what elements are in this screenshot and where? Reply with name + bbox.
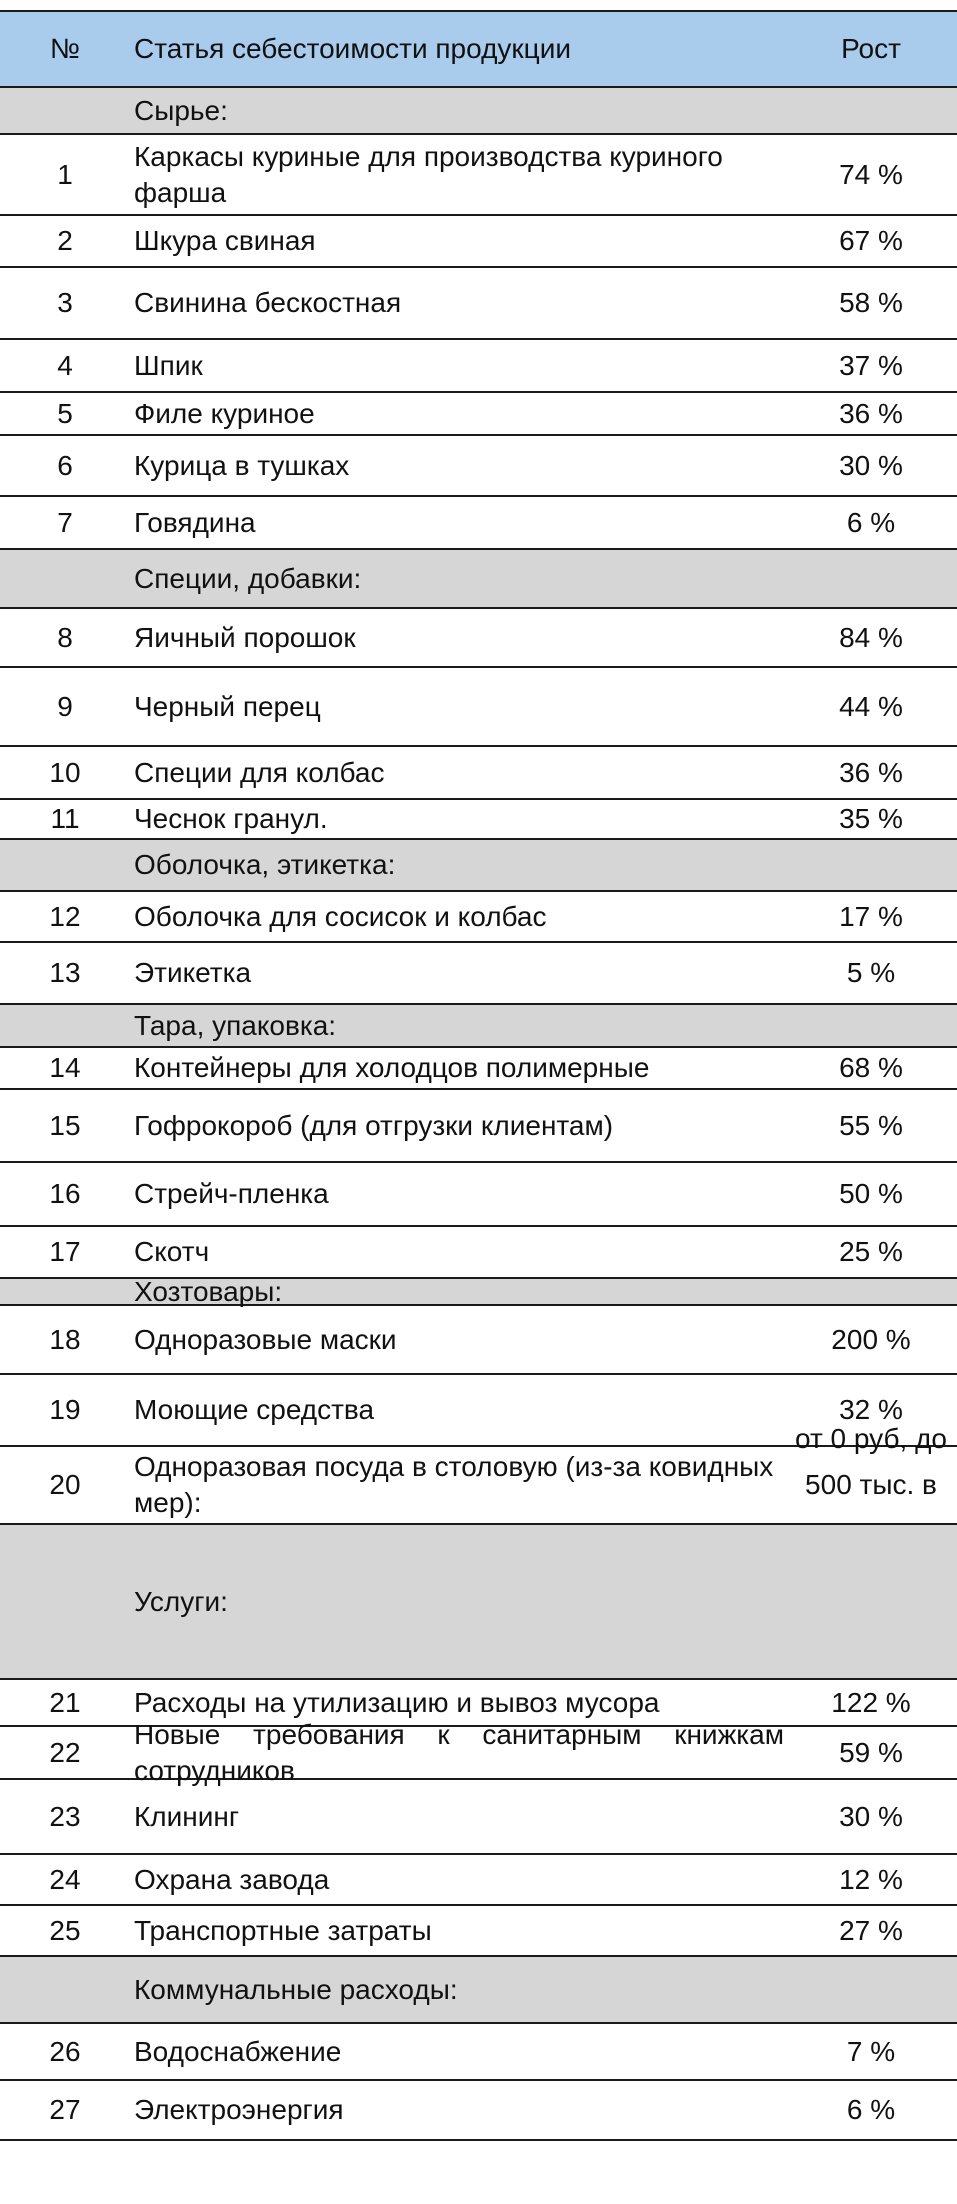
section-label: Услуги: [134, 1585, 228, 1617]
table-header [0, 10, 957, 88]
growth-value: 44 % [839, 690, 903, 722]
section-header [0, 550, 957, 609]
growth-value: 27 % [839, 1914, 903, 1946]
table-row [0, 340, 957, 393]
cost-item-text: Каркасы куриные для производства куриного фарша [134, 140, 723, 208]
row-number: 23 [49, 1800, 81, 1832]
cost-item-text: Гофрокороб (для отгрузки клиентам) [134, 1109, 614, 1141]
section-header [0, 1005, 957, 1048]
row-number: 3 [57, 287, 73, 318]
cost-item-text: Электроэнергия [134, 2094, 344, 2125]
growth-value: 55 % [839, 1109, 903, 1141]
table-row [0, 393, 957, 436]
growth-value: 17 % [839, 900, 903, 932]
cost-item-text: Шпик [134, 349, 203, 381]
growth-value: 58 % [839, 287, 903, 318]
cost-item-name [134, 1718, 784, 1786]
growth-value: 12 % [839, 1863, 903, 1895]
table-row [0, 2024, 957, 2081]
row-number: 14 [49, 1052, 81, 1083]
cost-item-name [134, 892, 784, 941]
growth-value: 67 % [839, 225, 903, 256]
table-row [0, 1906, 957, 1957]
cost-item-name [134, 340, 784, 391]
cost-item-text: Транспортные затраты [134, 1914, 432, 1946]
growth-value: 122 % [831, 1686, 911, 1718]
growth-value: 25 % [839, 1236, 903, 1267]
cost-item-text: Охрана завода [134, 1863, 330, 1895]
cost-item-text: Яичный порошок [134, 621, 356, 653]
growth-value: 32 % [839, 1394, 903, 1425]
cost-item-text: Контейнеры для холодцов полимерные [134, 1052, 650, 1083]
cost-item-text: Свинина бескостная [134, 287, 402, 318]
table-row [0, 800, 957, 840]
cost-item-text: Расходы на утилизацию и вывоз мусора [134, 1686, 660, 1718]
section-header [0, 1275, 957, 1307]
table-row [0, 1780, 957, 1855]
growth-value: от 0 руб, до 500 тыс. в [795, 1423, 947, 1500]
row-number: 25 [49, 1914, 81, 1946]
cost-item-name [134, 268, 784, 338]
table-row [0, 436, 957, 497]
cost-item-text: Одноразовая посуда в столовую (из-за ковидных мер): [134, 1451, 774, 1518]
section-label: Оболочка, этикетка: [134, 849, 396, 880]
growth-value: 30 % [839, 1800, 903, 1832]
cost-item-name [134, 943, 784, 1003]
cost-item-text: Скотч [134, 1236, 210, 1267]
cost-item-name [134, 393, 784, 434]
table-row [0, 135, 957, 216]
growth-value: 36 % [839, 756, 903, 788]
cost-item-name [134, 1048, 784, 1088]
table-row [0, 1227, 957, 1279]
cost-item-name [134, 668, 784, 745]
cost-item-name [134, 497, 784, 548]
growth-value: 36 % [839, 397, 903, 429]
growth-value: 59 % [839, 1736, 903, 1768]
growth-value: 37 % [839, 349, 903, 381]
section-header [0, 1525, 957, 1680]
cost-item-text: Специи для колбас [134, 756, 385, 788]
cost-item-name [134, 436, 784, 495]
row-number: 4 [57, 349, 73, 381]
cost-item-text: Клининг [134, 1800, 240, 1832]
growth-value: 74 % [839, 158, 903, 190]
row-number: 21 [49, 1686, 81, 1718]
growth-value: 7 % [846, 2035, 896, 2067]
section-label: Хозтовары: [134, 1275, 283, 1307]
cost-item-text: Этикетка [134, 957, 252, 988]
cost-item-text: Чеснок гранул. [134, 803, 328, 834]
row-number: 18 [49, 1323, 81, 1355]
table-row [0, 216, 957, 268]
row-number: 27 [49, 2094, 81, 2125]
header-cost-item: Статья себестоимости продукции [134, 33, 571, 64]
cost-item-text: Филе куриное [134, 397, 315, 429]
cost-item-text: Говядина [134, 506, 256, 538]
row-number: 11 [50, 803, 80, 834]
cost-item-name [134, 1375, 784, 1445]
table-row [0, 497, 957, 550]
section-label: Коммунальные расходы: [134, 1973, 458, 2005]
table-row [0, 1423, 957, 1525]
row-number: 19 [49, 1394, 81, 1425]
cost-item-name [134, 1306, 784, 1373]
table-row [0, 892, 957, 943]
table-row [0, 268, 957, 340]
cost-item-name [134, 1447, 784, 1523]
row-number: 8 [57, 621, 73, 653]
row-number: 15 [49, 1109, 81, 1141]
cost-item-text: Черный перец [134, 690, 321, 722]
growth-value: 84 % [839, 621, 903, 653]
row-number: 6 [57, 449, 73, 481]
growth-value: 35 % [839, 803, 903, 834]
table-row [0, 1048, 957, 1090]
cost-item-name [134, 1163, 784, 1225]
cost-item-text: Шкура свиная [134, 225, 316, 256]
growth-value: 50 % [839, 1178, 903, 1209]
growth-value: 30 % [839, 449, 903, 481]
cost-item-name [134, 2024, 784, 2079]
cost-item-name [134, 800, 784, 838]
table-row [0, 747, 957, 800]
table-row [0, 1855, 957, 1906]
table-row [0, 1306, 957, 1375]
section-label: Тара, упаковка: [134, 1009, 337, 1041]
row-number: 1 [57, 158, 73, 190]
section-label: Сырье: [134, 94, 228, 126]
cost-item-text: Одноразовые маски [134, 1323, 397, 1355]
section-label: Специи, добавки: [134, 562, 362, 594]
cost-item-text: Моющие средства [134, 1394, 375, 1425]
header-growth: Рост [841, 33, 901, 64]
cost-item-name [134, 1855, 784, 1904]
section-header [0, 840, 957, 892]
row-number: 26 [49, 2035, 81, 2067]
row-number: 20 [49, 1469, 81, 1500]
cost-item-name [134, 1780, 784, 1853]
table-row [0, 943, 957, 1005]
table-row [0, 668, 957, 747]
table-row [0, 2081, 957, 2141]
row-number: 12 [49, 900, 81, 932]
cost-item-text: Стрейч-пленка [134, 1178, 329, 1209]
row-number: 24 [49, 1863, 81, 1895]
cost-item-name [134, 216, 784, 266]
row-number: 5 [57, 397, 73, 429]
cost-item-text: Новые требования к санитарным книжкам сотрудников [134, 1718, 784, 1786]
cost-item-name [134, 1906, 784, 1955]
cost-item-name [134, 609, 784, 666]
section-header [0, 1957, 957, 2024]
growth-value: 5 % [846, 957, 896, 988]
row-number: 10 [49, 756, 81, 788]
row-number: 17 [49, 1236, 81, 1267]
cost-item-text: Водоснабжение [134, 2035, 342, 2067]
row-number: 2 [57, 225, 73, 256]
table-row [0, 1090, 957, 1163]
cost-item-name [134, 1227, 784, 1277]
row-number: 7 [57, 506, 73, 538]
growth-value: 6 % [846, 2094, 896, 2125]
table-row [0, 1163, 957, 1227]
row-number: 9 [57, 690, 73, 722]
header-number: № [49, 33, 81, 64]
growth-value: 200 % [831, 1323, 911, 1355]
row-number: 16 [49, 1178, 81, 1209]
cost-item-text: Оболочка для сосисок и колбас [134, 900, 547, 932]
cost-item-name [134, 135, 784, 214]
table-row [0, 1718, 957, 1786]
growth-value: 68 % [839, 1052, 903, 1083]
row-number: 13 [49, 957, 81, 988]
row-number: 22 [49, 1736, 81, 1768]
cost-item-text: Курица в тушках [134, 449, 350, 481]
growth-value: 6 % [846, 506, 896, 538]
cost-item-name [134, 747, 784, 798]
cost-item-name [134, 2081, 784, 2139]
section-header [0, 88, 957, 135]
table-row [0, 609, 957, 668]
cost-item-name [134, 1090, 784, 1161]
